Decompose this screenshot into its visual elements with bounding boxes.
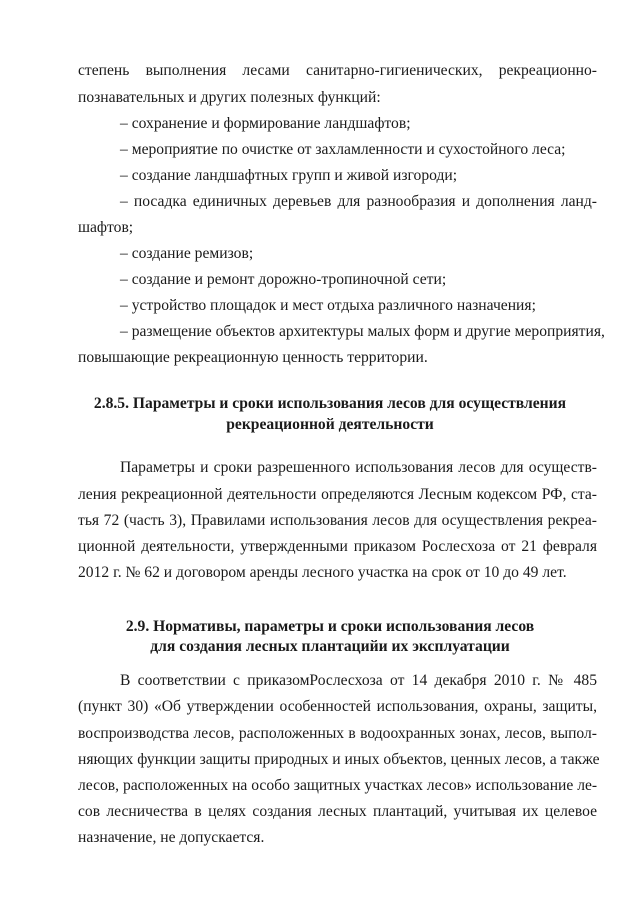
section-29-para-line-6: сов лесничества в целях создания лесных плантаций, учитывая их целевое xyxy=(78,803,597,820)
list-item-landscape: – сохранение и формирование ландшафтов; xyxy=(120,115,411,132)
section-285-heading-line-2: рекреационной деятельности xyxy=(226,416,434,433)
list-item-architecture-cont: повышающие рекреационную ценность территории. xyxy=(78,349,428,366)
list-item-rest-areas: – устройство площадок и мест отдыха различного назначения; xyxy=(120,297,536,314)
section-29-para-line-7: назначение, не допускается. xyxy=(78,829,265,846)
section-29-para-line-2: (пункт 30) «Об утверждении особенностей использования, охраны, защиты, xyxy=(78,698,597,715)
section-29-para-line-3: воспроизводства лесов, расположенных в водоохранных зонах, лесов, выпол- xyxy=(78,725,597,742)
intro-line-1: степень выполнения лесами санитарно-гигиенических, рекреационно- xyxy=(78,62,597,79)
list-item-planting: – посадка единичных деревьев для разнообразия и дополнения ланд- xyxy=(120,193,597,210)
list-item-cleanup: – мероприятие по очистке от захламленности и сухостойного леса; xyxy=(120,141,566,158)
list-item-paths: – создание и ремонт дорожно-тропиночной сети; xyxy=(120,271,447,288)
section-29-para-line-1: В соответствии с приказомРослесхоза от 14 декабря 2010 г. № 485 xyxy=(120,672,597,689)
list-item-remises: – создание ремизов; xyxy=(120,245,254,262)
section-285-para-line-1: Параметры и сроки разрешенного использования лесов для осуществ- xyxy=(120,459,597,476)
section-285-heading-line-1: 2.8.5. Параметры и сроки использования лесов для осуществления xyxy=(93,395,567,412)
section-285-para-line-3: тья 72 (часть 3), Правилами использования лесов для осуществления рекреа- xyxy=(78,512,597,529)
section-29-para-line-5: лесов, расположенных на особо защитных участках лесов» использование ле- xyxy=(78,777,598,794)
list-item-hedges: – создание ландшафтных групп и живой изгороди; xyxy=(120,167,458,184)
section-29-para-line-4: няющих функции защиты природных и иных объектов, ценных лесов, а также xyxy=(78,751,600,768)
intro-line-2: познавательных и других полезных функций: xyxy=(78,89,381,106)
list-item-planting-cont: шафтов; xyxy=(78,219,134,236)
section-29-heading-line-2: для создания лесных плантацийи их эксплуатации xyxy=(150,638,510,655)
section-29-heading-line-1: 2.9. Нормативы, параметры и сроки использования лесов xyxy=(125,618,535,635)
section-285-para-line-4: ционной деятельности, утвержденными приказом Рослесхоза от 21 февраля xyxy=(78,538,597,555)
section-285-para-line-5: 2012 г. № 62 и договором аренды лесного участка на срок от 10 до 49 лет. xyxy=(78,564,567,581)
list-item-architecture: – размещение объектов архитектуры малых форм и другие мероприятия, xyxy=(120,323,605,340)
section-285-para-line-2: ления рекреационной деятельности определяются Лесным кодексом РФ, ста- xyxy=(78,486,597,503)
